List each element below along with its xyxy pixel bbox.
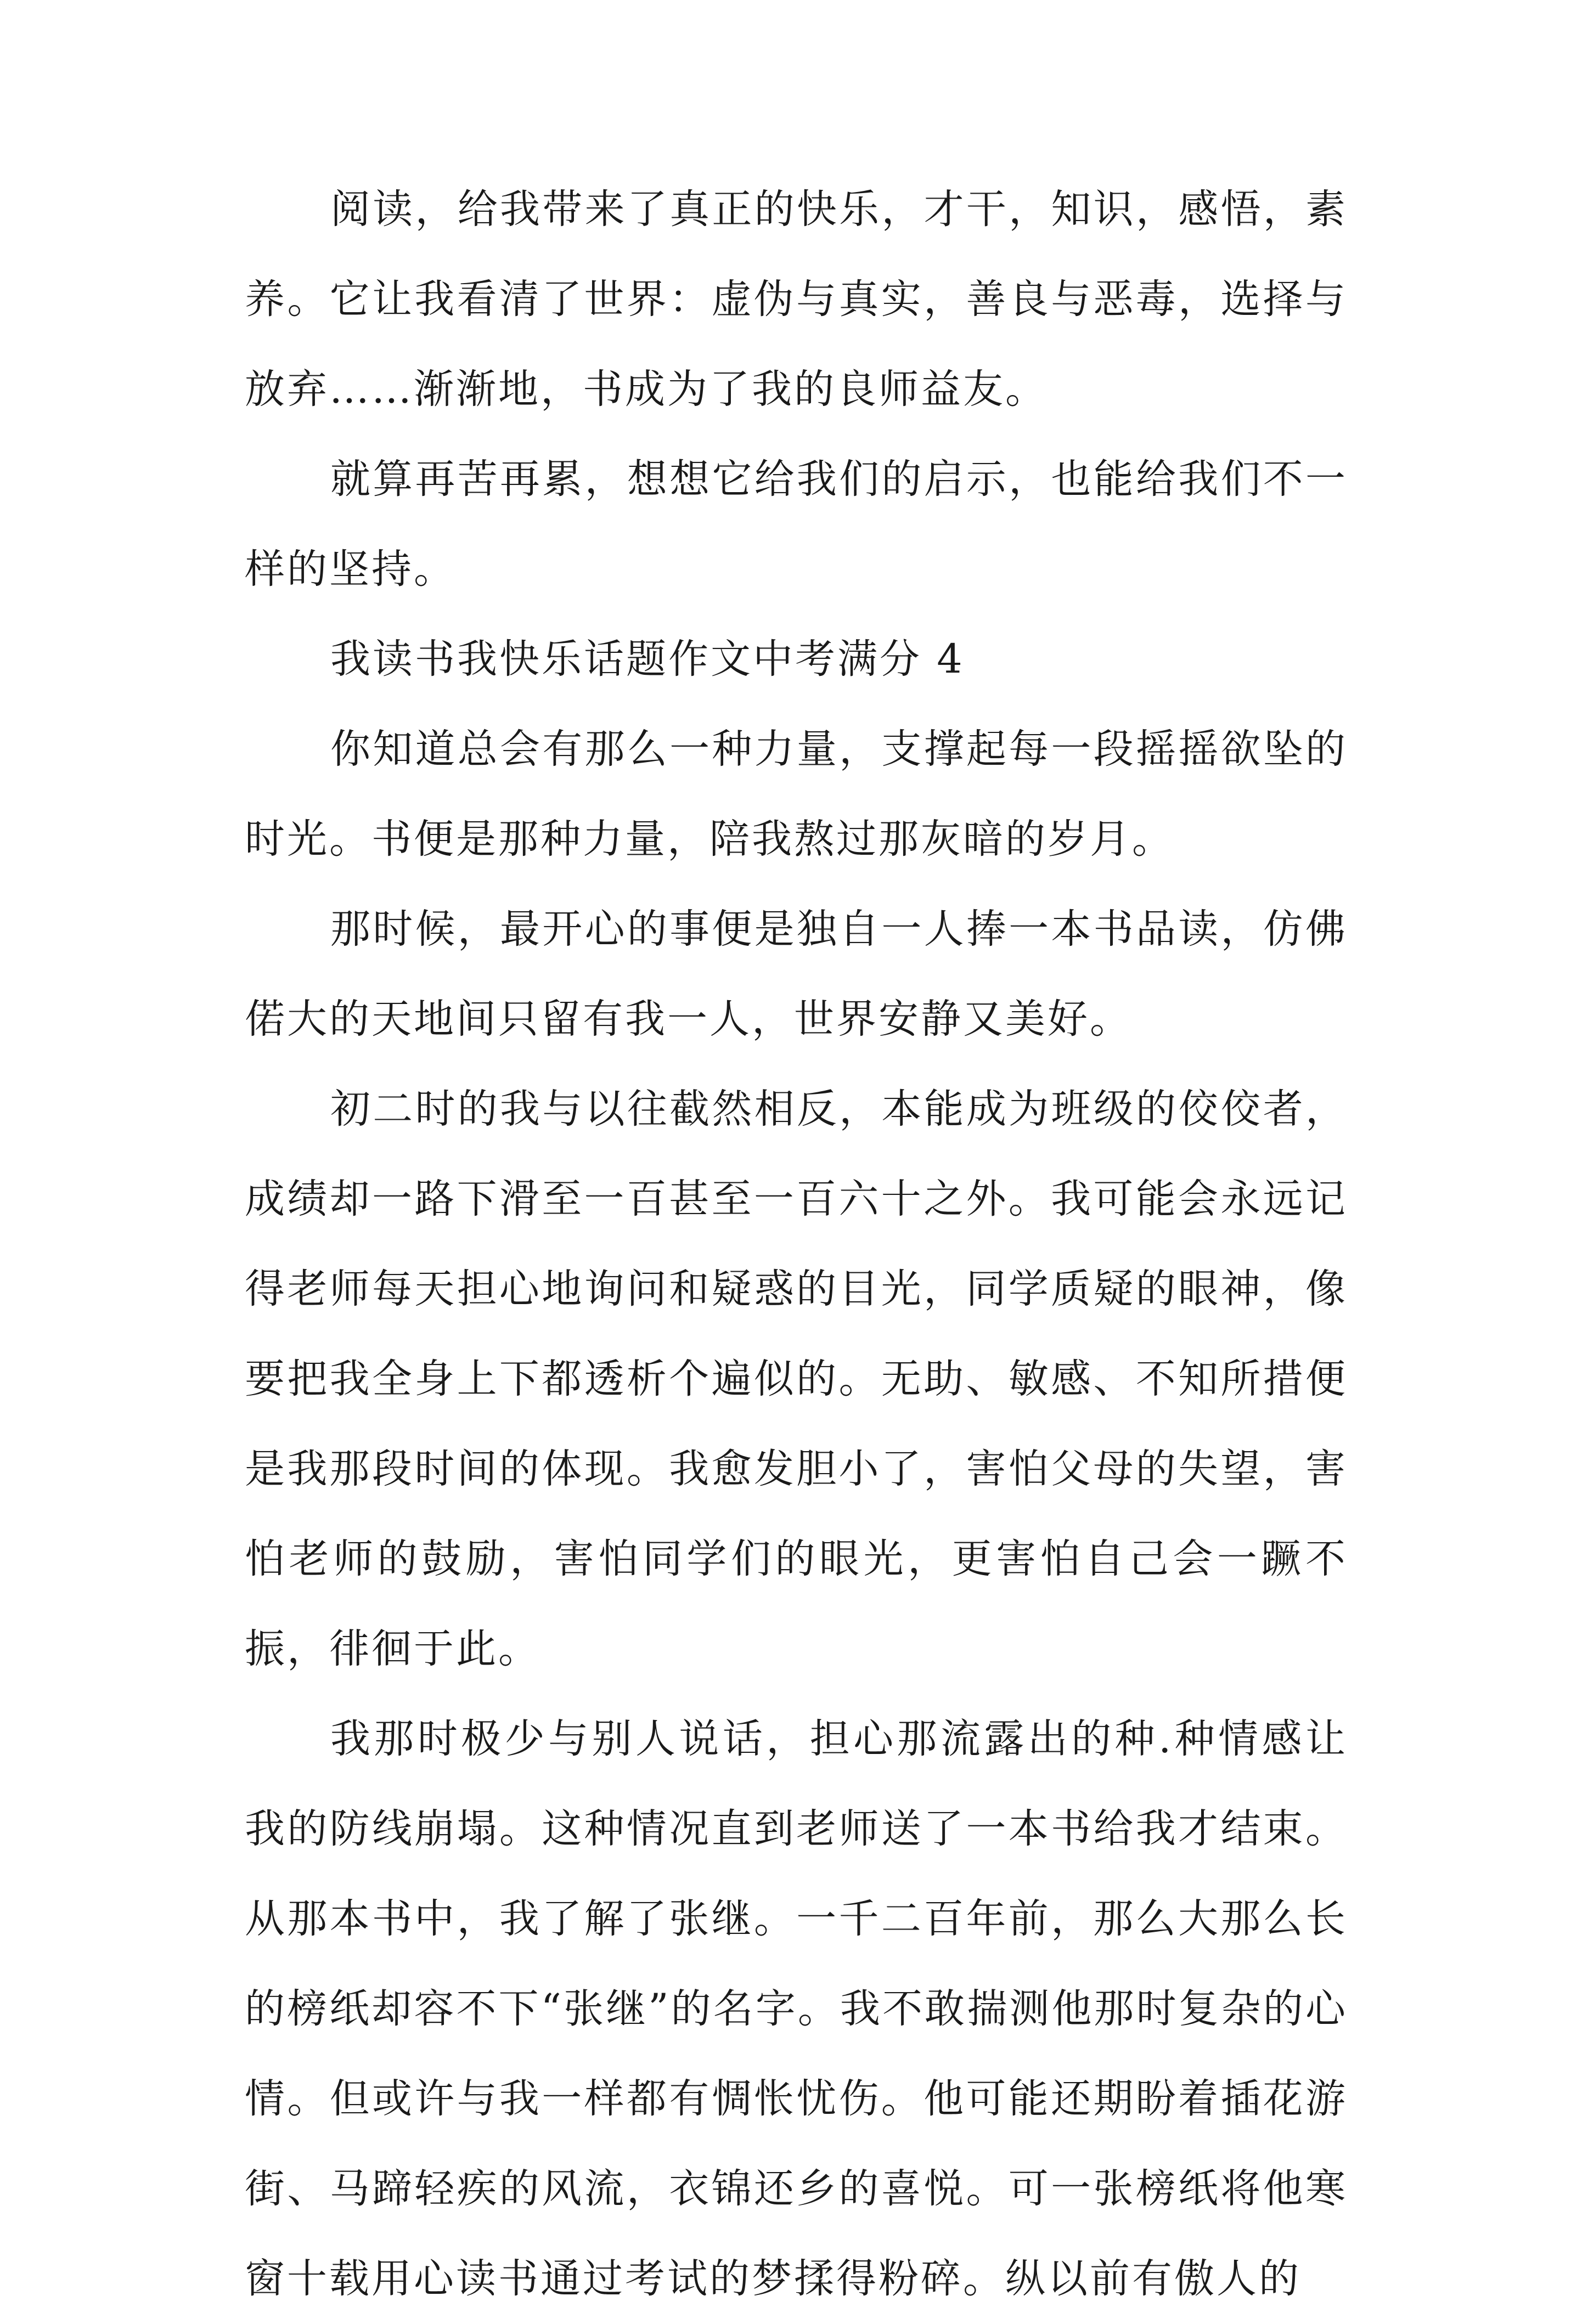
paragraph-6: 我那时极少与别人说话，担心那流露出的种.种情感让我的防线崩塌。这种情况直到老师送了一本书给我才结束。从那本书中，我了解了张继。一千二百年前，那么大那么长的榜纸却容不下“张继”的名字。我不敢揣测他那时复杂的心情。但或许与我一样都有惆怅忧伤。他可能还期盼着插花游街、马蹄轻疾的风流，衣锦还乡的喜悦。可一张榜纸将他寒窗十载用心读书通过考试的梦揉得粉碎。纵以前有傲人的: [245, 1716, 1348, 2302]
paragraph-1: 阅读，给我带来了真正的快乐，才干，知识，感悟，素养。它让我看清了世界：虚伪与真实，善良与恶毒，选择与放弃……渐渐地，书成为了我的良师益友。: [245, 186, 1348, 413]
document-body: [245, 165, 1348, 2324]
paragraph-5: 初二时的我与以往截然相反，本能成为班级的佼佼者，成绩却一路下滑至一百甚至一百六十之外。我可能会永远记得老师每天担心地询问和疑惑的目光，同学质疑的眼神，像要把我全身上下都透析个遍似的。无助、敏感、不知所措便是我那段时间的体现。我愈发胆小了，害怕父母的失望，害怕老师的鼓励，害怕同学们的眼光，更害怕自己会一蹶不振，徘徊于此。: [245, 1086, 1348, 1672]
paragraph-3: 你知道总会有那么一种力量，支撑起每一段摇摇欲坠的时光。书便是那种力量，陪我熬过那灰暗的岁月。: [245, 726, 1348, 862]
section-heading: 我读书我快乐话题作文中考满分 4: [330, 636, 965, 682]
paragraph-4: 那时候，最开心的事便是独自一人捧一本书品读，仿佛偌大的天地间只留有我一人，世界安静又美好。: [245, 906, 1348, 1042]
paragraph-2: 就算再苦再累，想想它给我们的启示，也能给我们不一样的坚持。: [245, 456, 1348, 593]
